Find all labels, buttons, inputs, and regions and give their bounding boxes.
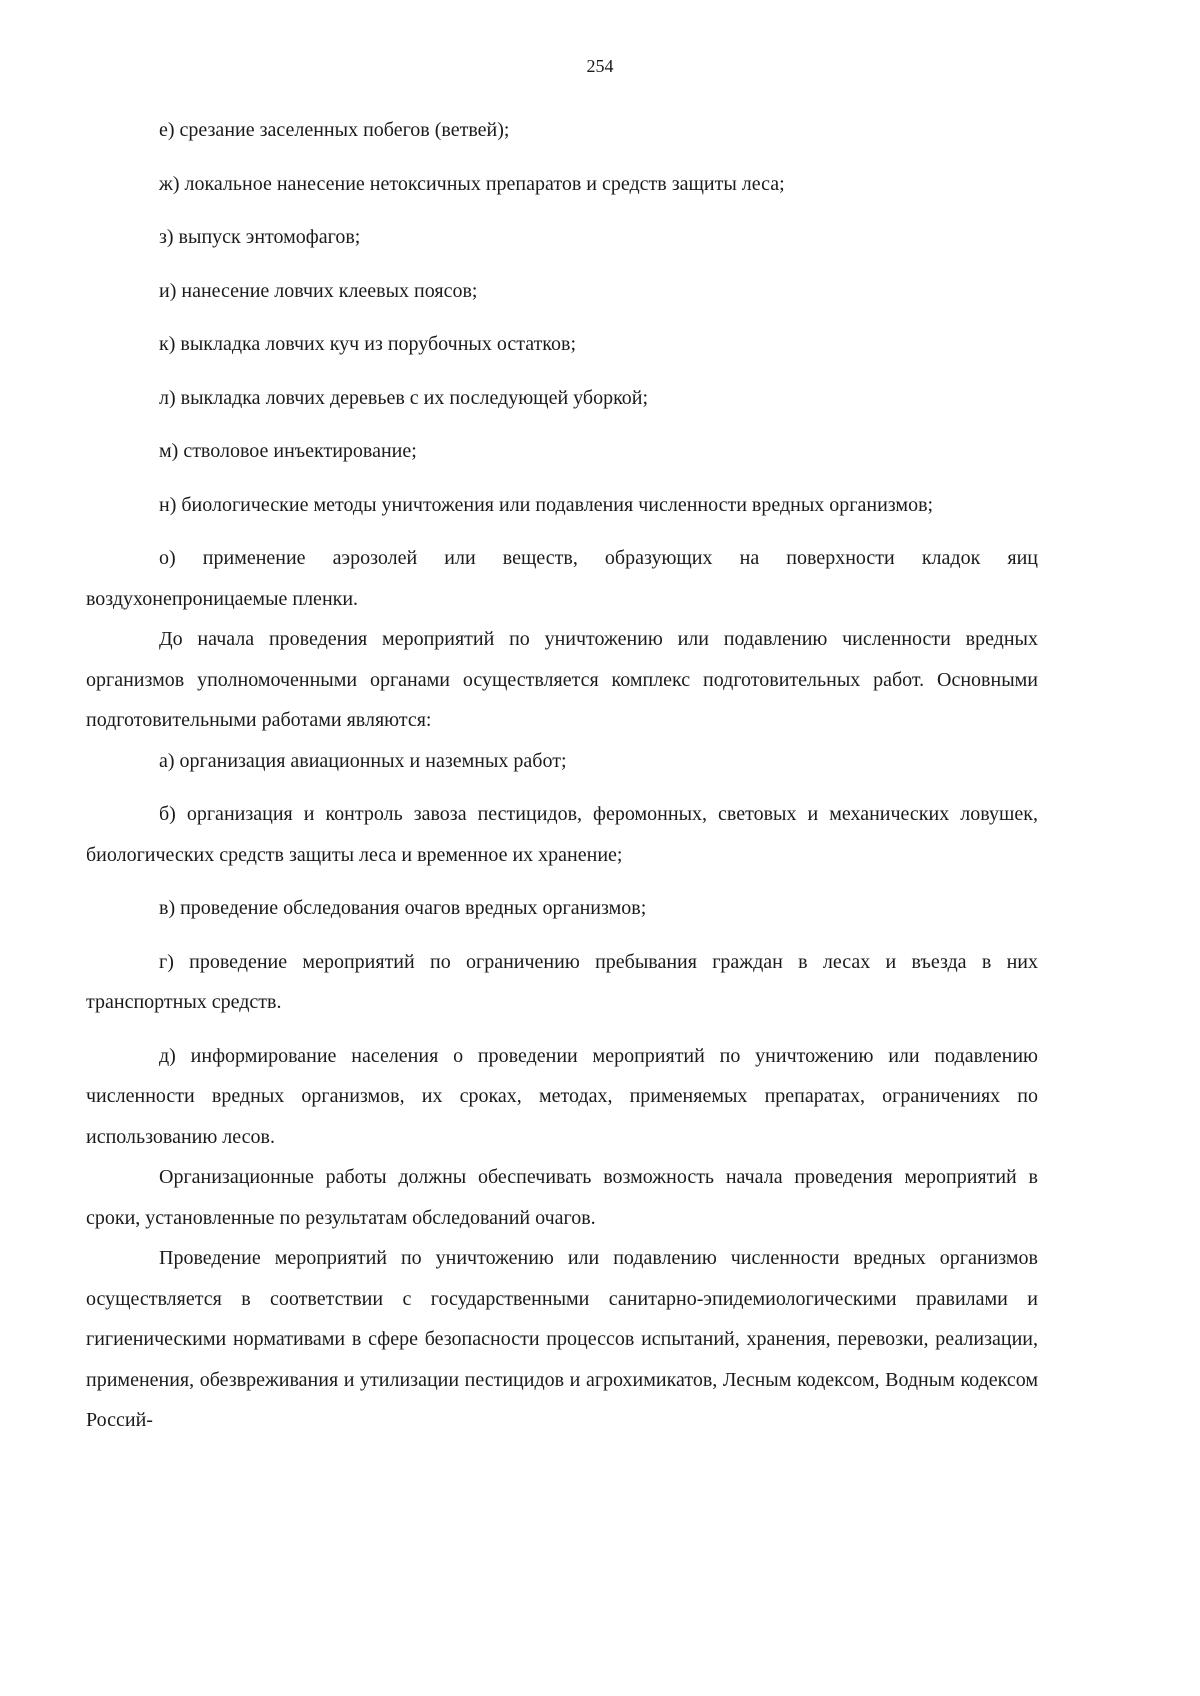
page-number: 254 <box>586 56 614 76</box>
paragraph: а) организация авиационных и наземных работ; <box>159 749 567 772</box>
paragraph: г) проведение мероприятий по ограничению пребывания граждан в лесах и въезда в них транспортных средств. <box>86 950 1038 1013</box>
paragraph: д) информирование населения о проведении мероприятий по уничтожению или подавлению численности вредных организмов, их сроках, методах, применяемых препаратах, ограничениях по использованию лесов. <box>86 1044 1038 1148</box>
paragraph: м) стволовое инъектирование; <box>159 440 417 462</box>
paragraph: Организационные работы должны обеспечивать возможность начала проведения мероприятий в сроки, установленные по результатам обследований очагов. <box>86 1166 1038 1229</box>
paragraph: н) биологические методы уничтожения или подавления численности вредных организмов; <box>159 493 934 516</box>
paragraph: и) нанесение ловчих клеевых поясов; <box>159 279 478 302</box>
paragraph: з) выпуск энтомофагов; <box>159 226 361 248</box>
paragraph: Проведение мероприятий по уничтожению или подавлению численности вредных организмов осуществляется в соответствии с государственными санитарно-эпидемиологическими правилами и гигиеническими нормативами в сфере безопасности процессов испытаний, хранения, перевозки, реализации, применения, обезвреживания и утилизации пестицидов и агрохимикатов, Лесным кодексом, Водным кодексом Россий- <box>86 1247 1038 1431</box>
paragraph: До начала проведения мероприятий по уничтожению или подавлению численности вредных организмов уполномоченными органами осуществляется комплекс подготовительных работ. Основными подготовительными работами являются: <box>86 628 1038 731</box>
paragraph: о) применение аэрозолей или веществ, образующих на поверхности кладок яиц воздухонепроницаемые пленки. <box>86 547 1038 610</box>
document-body <box>86 110 1038 1441</box>
paragraph: е) срезание заселенных побегов (ветвей); <box>159 119 510 141</box>
paragraph: ж) локальное нанесение нетоксичных препаратов и средств защиты леса; <box>159 172 785 195</box>
paragraph: в) проведение обследования очагов вредных организмов; <box>159 897 647 919</box>
paragraph: л) выкладка ловчих деревьев с их последующей уборкой; <box>159 386 649 409</box>
paragraph: к) выкладка ловчих куч из порубочных остатков; <box>159 333 577 355</box>
paragraph: б) организация и контроль завоза пестицидов, феромонных, световых и механических ловушек, биологических средств защиты леса и временное их хранение; <box>86 803 1038 866</box>
